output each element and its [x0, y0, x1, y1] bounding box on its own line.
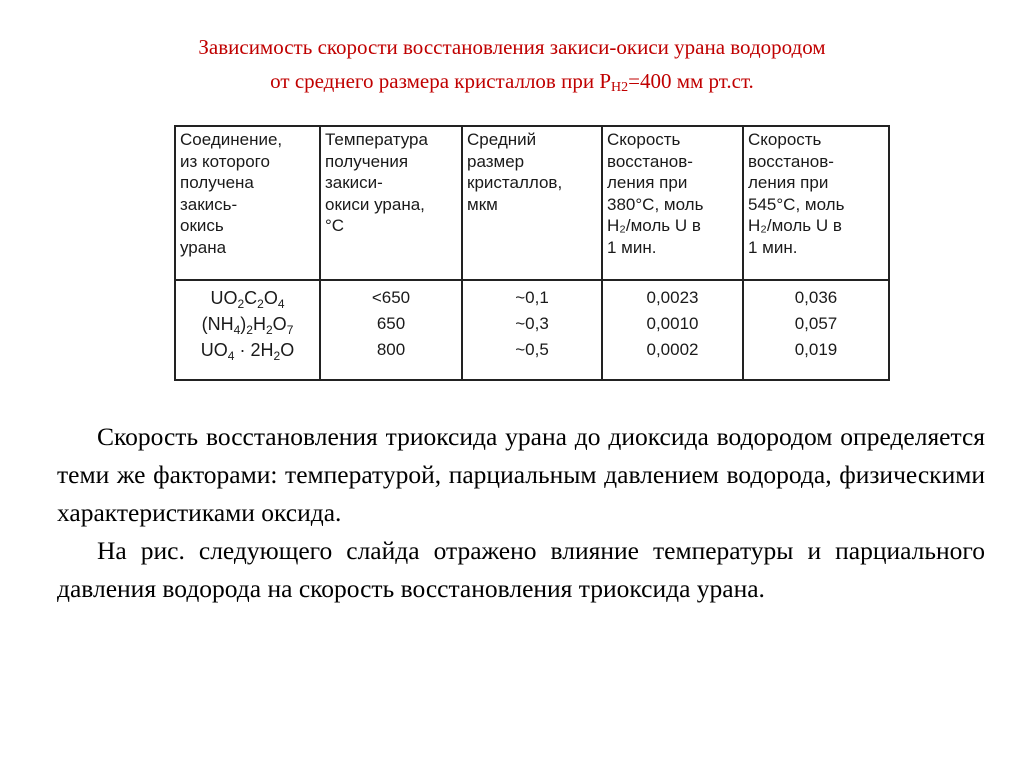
- compound-cell: [175, 280, 320, 380]
- temperature-cell: [320, 280, 462, 380]
- compound-formula: $UO_4 \cdot 2H_2O$: [200, 340, 295, 363]
- title-line-2: [60, 64, 964, 98]
- rate-380-cell: [602, 280, 743, 380]
- temperature-value: 650: [376, 314, 406, 333]
- rate-545-value: 0,019: [794, 340, 838, 359]
- rate-545-cell: [743, 280, 889, 380]
- title-line-2-prefix: от среднего размера кристаллов при P: [270, 69, 612, 93]
- crystal-size-cell: [462, 280, 602, 380]
- paragraph-1: Скорость восстановления триоксида урана до диоксида водородом определяется теми же факторами: температурой, парциальным давлением водорода, физическими характеристиками оксида.: [57, 422, 985, 527]
- rate-545-value: 0,036: [794, 288, 838, 307]
- header-temperature: Температура получения закиси- окиси урана, °С: [320, 126, 462, 280]
- title-line-1: Зависимость скорости восстановления закиси-окиси урана водородом: [198, 35, 826, 59]
- header-rate-545: Скорость восстанов- ления при 545°С, моль H₂/моль U в 1 мин.: [743, 126, 889, 280]
- table-header-row: [175, 126, 889, 280]
- title-line-2-suffix: =400 мм рт.ст.: [628, 69, 754, 93]
- rate-380-value: 0,0002: [646, 340, 699, 359]
- compound-formula: $(NH_4)_2H_2O_7$: [201, 314, 294, 337]
- header-compound: Соединение, из которого получена закись- окись урана: [175, 126, 320, 280]
- data-table: [174, 125, 890, 381]
- table-row: [175, 280, 889, 380]
- title-pressure-subscript: H2: [611, 80, 629, 95]
- header-rate-380: Скорость восстанов- ления при 380°С, моль H₂/моль U в 1 мин.: [602, 126, 743, 280]
- compound-formula: $UO_2C_2O_4$: [210, 288, 285, 311]
- paragraph-2: На рис. следующего слайда отражено влияние температуры и парциального давления водорода на скорость восстановления триоксида урана.: [57, 536, 985, 603]
- slide-title: [60, 30, 964, 98]
- temperature-value: 800: [376, 340, 406, 359]
- body-text: [57, 418, 985, 608]
- data-table-image: [174, 125, 888, 381]
- temperature-value: <650: [371, 288, 411, 307]
- size-value: ~0,5: [515, 340, 549, 359]
- rate-545-value: 0,057: [794, 314, 838, 333]
- size-value: ~0,1: [515, 288, 549, 307]
- rate-380-value: 0,0010: [646, 314, 699, 333]
- rate-380-value: 0,0023: [646, 288, 699, 307]
- header-crystal-size: Средний размер кристаллов, мкм: [462, 126, 602, 280]
- size-value: ~0,3: [515, 314, 549, 333]
